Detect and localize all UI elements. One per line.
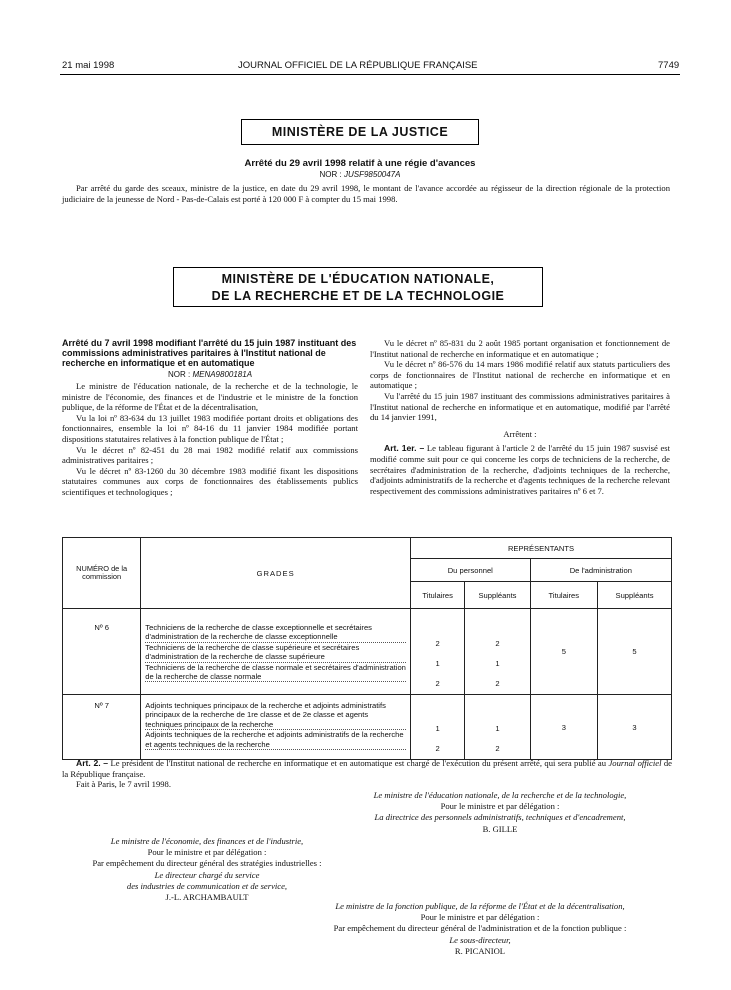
value: 1	[435, 659, 440, 668]
suppleants-administration-cell: 3	[598, 695, 672, 760]
commission-number: Nº 7	[63, 695, 141, 760]
sig-minister: Le ministre de l'éducation nationale, de la recherche et de la technologie,	[373, 790, 627, 800]
titulaires-personnel-cell	[410, 609, 464, 695]
grade-text: Techniciens de la recherche de classe normale et secrétaires d'administration de la recherche de classe normale	[145, 662, 406, 682]
table-row	[63, 609, 672, 695]
sig-empechement: Par empêchement du directeur général de l'administration et de la fonction publique :	[333, 923, 627, 934]
visa-decret-85-831: Vu le décret nº 85-831 du 2 août 1985 portant organisation et fonctionnement de l'Institut national de recherche en informatique et en automatique ;	[370, 338, 670, 359]
header-suppleants-personnel: Suppléants	[465, 582, 530, 609]
arretent: Arrêtent :	[503, 428, 537, 439]
grades-cell	[141, 695, 411, 760]
grade-text: Adjoints techniques de la recherche et adjoints administratifs de la recherche et agents techniques de la recherche	[145, 730, 406, 750]
suppleants-personnel-cell	[465, 609, 530, 695]
header-numero: NUMÉRO de la commission	[63, 538, 141, 609]
sig-role: Le directeur chargé du service	[154, 869, 260, 880]
value: 1	[495, 724, 500, 733]
justice-nor	[250, 170, 470, 179]
header-titulaires-personnel: Titulaires	[410, 582, 464, 609]
value: 2	[495, 639, 500, 648]
ministry-justice-box: MINISTÈRE DE LA JUSTICE	[241, 119, 479, 145]
value: 2	[435, 639, 440, 648]
sig-role: La directrice des personnels administratifs, techniques et d'encadrement,	[374, 812, 626, 823]
justice-title: Arrêté du 29 avril 1998 relatif à une régie d'avances	[244, 158, 476, 169]
visa-decret-83-1260: Vu le décret nº 83-1260 du 30 décembre 1983 modifié fixant les dispositions statutaires communes aux corps de fonctionnaires des établissements publics scientifiques et technologiques ;	[62, 465, 358, 497]
article-2-text-b: de la République française.	[62, 758, 672, 779]
table-row	[63, 695, 672, 760]
sig-role: Le sous-directeur,	[449, 934, 511, 945]
header-administration: De l'administration	[530, 559, 671, 582]
header-rule	[60, 74, 680, 75]
grade-text: Techniciens de la recherche de classe supérieure et secrétaires d'administration de la recherche de classe supérieure	[145, 643, 406, 663]
sig-delegation: Pour le ministre et par délégation :	[147, 847, 267, 858]
titulaires-administration-cell: 3	[530, 695, 597, 760]
signature-economie	[62, 836, 352, 903]
grades-cell	[141, 609, 411, 695]
sig-delegation: Pour le ministre et par délégation :	[420, 912, 540, 923]
fait-a-paris: Fait à Paris, le 7 avril 1998.	[76, 779, 171, 789]
nor-code: JUSF9850047A	[343, 170, 401, 179]
sig-delegation: Pour le ministre et par délégation :	[440, 801, 560, 812]
suppleants-personnel-cell	[465, 695, 530, 760]
commission-number: Nº 6	[63, 609, 141, 695]
nor-label: NOR :	[167, 370, 191, 379]
sig-name: B. GILLE	[482, 823, 518, 834]
sig-minister: Le ministre de l'économie, des finances et de l'industrie,	[110, 836, 304, 846]
article-2-label: Art. 2. –	[76, 758, 109, 768]
sig-name: J.-L. ARCHAMBAULT	[165, 892, 249, 903]
grade-text: Adjoints techniques principaux de la recherche et adjoints administratifs principaux de la recherche de 1re classe et de 2e classe et agents techniques principaux de la recherche	[145, 701, 406, 730]
article-2	[62, 758, 672, 779]
suppleants-administration-cell: 5	[598, 609, 672, 695]
education-nor	[62, 370, 358, 379]
titulaires-administration-cell: 5	[530, 609, 597, 695]
sig-role: des industries de communication et de service,	[126, 880, 288, 891]
justice-body: Par arrêté du garde des sceaux, ministre de la justice, en date du 29 avril 1998, le montant de l'avance accordée au régisseur de la direction régionale de la protection judiciaire de la jeunesse de Nord - Pas-de-Calais est porté à 120 000 F à compter du 15 mai 1998.	[62, 183, 670, 204]
header-suppleants-administration: Suppléants	[598, 582, 672, 609]
ministry-education-box	[173, 267, 543, 307]
header-date: 21 mai 1998	[62, 60, 115, 71]
value: 2	[495, 679, 500, 688]
signature-fonction-publique	[270, 901, 690, 957]
header-grades: GRADES	[141, 538, 411, 609]
grade-text: Techniciens de la recherche de classe exceptionnelle et secrétaires d'administration de la recherche de classe exceptionnelle	[145, 623, 406, 643]
header-du-personnel: Du personnel	[410, 559, 530, 582]
nor-label: NOR :	[319, 170, 342, 179]
header-page-number: 7749	[658, 60, 680, 71]
value: 2	[495, 744, 500, 753]
signature-education	[300, 790, 700, 835]
ministry-line-1: MINISTÈRE DE L'ÉDUCATION NATIONALE,	[221, 272, 495, 286]
left-column	[62, 338, 358, 498]
education-arrete-title: Arrêté du 7 avril 1998 modifiant l'arrêté du 15 juin 1987 instituant des commissions administratives paritaires à l'Institut national de recherche en informatique et en automatique	[62, 338, 357, 368]
sig-empechement: Par empêchement du directeur général des stratégies industrielles :	[92, 858, 322, 869]
value: 2	[435, 744, 440, 753]
article-1	[370, 443, 670, 496]
header-representants: REPRÉSENTANTS	[410, 538, 671, 559]
sig-minister: Le ministre de la fonction publique, de la réforme de l'État et de la décentralisation,	[335, 901, 625, 911]
article-1-label: Art. 1er. –	[384, 443, 425, 454]
article-2-journal: Journal officiel	[608, 758, 662, 768]
header-titulaires-administration: Titulaires	[530, 582, 597, 609]
right-column	[370, 338, 670, 496]
value: 1	[495, 659, 500, 668]
titulaires-personnel-cell	[410, 695, 464, 760]
header-journal: JOURNAL OFFICIEL DE LA RÉPUBLIQUE FRANÇAISE	[238, 60, 478, 71]
sig-name: R. PICANIOL	[454, 945, 506, 956]
nor-code: MENA9800181A	[192, 370, 253, 379]
preamble-ministers: Le ministre de l'éducation nationale, de la recherche et de la technologie, le ministre de l'économie, des finances et de l'industrie et le ministre de la fonction publique, de la réforme de l'État et de la décentralisation,	[62, 381, 358, 413]
commissions-table	[62, 537, 672, 760]
visa-decret-86-576: Vu le décret nº 86-576 du 14 mars 1986 modifié relatif aux statuts particuliers des corps de fonctionnaires de l'Institut national de recherche en informatique et en automatique ;	[370, 359, 670, 391]
article-1-text: Le tableau figurant à l'article 2 de l'arrêté du 15 juin 1987 susvisé est modifié comme suit pour ce qui concerne les corps de techniciens de la recherche, de secrétaires d'administration de la recherche, d'adjoints techniques de la recherche, d'adjoints administratifs de la recherche et d'agents techniques de la recherche relevant respectivement des commissions administratives paritaires nº 6 et 7.	[370, 443, 671, 496]
article-2-text-a: Le président de l'Institut national de recherche en informatique et en automatique est chargé de l'exécution du présent arrêté, qui sera publié au	[110, 758, 607, 768]
ministry-line-2: DE LA RECHERCHE ET DE LA TECHNOLOGIE	[211, 289, 505, 303]
visa-decret-82-451: Vu le décret nº 82-451 du 28 mai 1982 modifié relatif aux commissions administratives paritaires ;	[62, 444, 358, 466]
value: 1	[435, 724, 440, 733]
value: 2	[435, 679, 440, 688]
visa-loi-83-634: Vu la loi nº 83-634 du 13 juillet 1983 modifiée portant droits et obligations des fonctionnaires, ensemble la loi nº 84-16 du 11 janvier 1984 modifiée portant dispositions statutaires relatives à la fonction publique de l'État ;	[62, 412, 358, 444]
visa-arrete-1987: Vu l'arrêté du 15 juin 1987 instituant des commissions administratives paritaires à l'Institut national de recherche en informatique et en automatique, modifié par l'arrêté du 14 janvier 1991,	[370, 390, 670, 423]
